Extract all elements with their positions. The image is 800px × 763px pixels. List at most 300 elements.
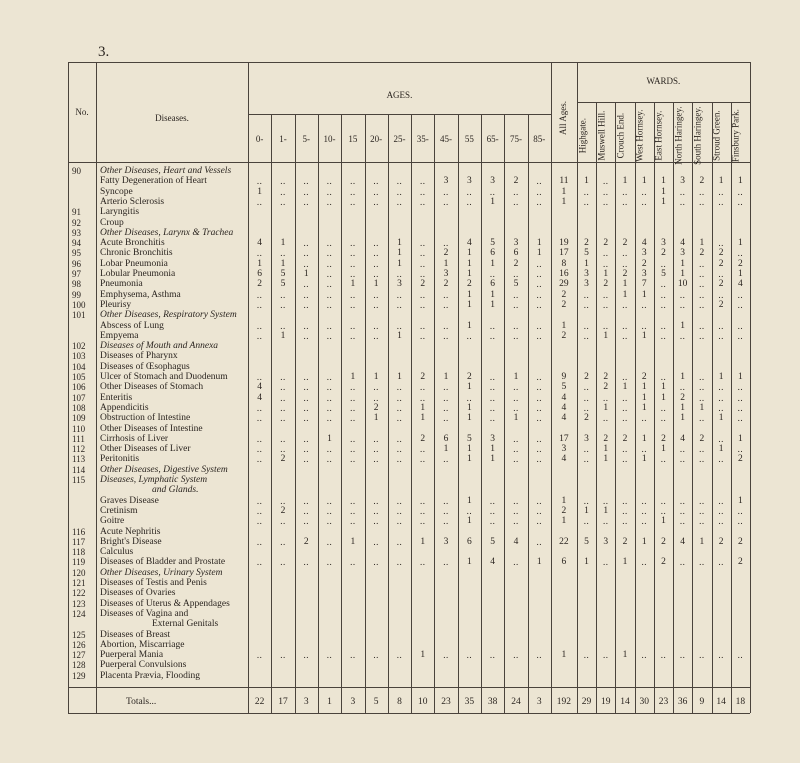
- table-cell: 1: [622, 650, 628, 661]
- row-number: 104: [72, 361, 86, 372]
- table-cell: ..: [679, 505, 686, 516]
- row-number: 113: [72, 454, 86, 465]
- totals-cell: 18: [735, 697, 746, 707]
- table-cell: ..: [536, 454, 542, 465]
- table-cell: ..: [373, 516, 379, 527]
- table-cell: 4: [680, 433, 686, 444]
- table-cell: ..: [513, 186, 519, 197]
- table-cell: ..: [373, 289, 379, 300]
- table-cell: 3: [661, 238, 666, 249]
- table-cell: ..: [718, 516, 724, 527]
- ward-column-header: Crouch End.: [615, 112, 626, 159]
- table-cell: ..: [280, 186, 286, 197]
- table-cell: 1: [641, 433, 647, 444]
- totals-cell: 17: [278, 697, 288, 707]
- table-cell: 1: [661, 444, 666, 455]
- table-cell: ..: [303, 238, 309, 249]
- table-cell: ..: [256, 176, 263, 187]
- table-cell: ..: [256, 320, 263, 331]
- ward-column-header: South Haringey.: [692, 106, 703, 165]
- table-cell: ..: [466, 650, 473, 661]
- table-cell: 2: [513, 176, 519, 187]
- table-cell: 3: [584, 279, 589, 290]
- table-cell: ..: [737, 196, 744, 207]
- table-cell: ..: [641, 196, 647, 207]
- table-cell: 1: [350, 372, 356, 382]
- table-cell: ..: [373, 433, 379, 444]
- table-cell: ..: [603, 557, 609, 568]
- table-cell: ..: [466, 196, 473, 207]
- row-number: 116: [72, 526, 86, 537]
- table-cell: ..: [373, 557, 379, 568]
- table-cell: 1: [680, 372, 686, 382]
- table-cell: ..: [326, 536, 333, 547]
- table-cell: ..: [513, 196, 519, 207]
- totals-cell: 35: [464, 697, 475, 707]
- no-column-header: No.: [75, 107, 89, 117]
- table-cell: ..: [256, 330, 263, 341]
- table-cell: 10: [677, 279, 688, 290]
- table-cell: ..: [489, 505, 496, 516]
- table-cell: ..: [256, 372, 263, 382]
- table-cell: ..: [737, 382, 744, 393]
- table-cell: ..: [280, 650, 286, 661]
- row-number: 108: [72, 402, 86, 413]
- table-cell: 3: [584, 269, 589, 279]
- table-cell: ..: [536, 372, 542, 382]
- table-cell: 3: [680, 176, 686, 187]
- table-cell: ..: [679, 186, 686, 197]
- table-cell: ..: [737, 505, 744, 516]
- table-cell: 4: [561, 392, 567, 403]
- table-cell: ..: [420, 454, 426, 465]
- table-cell: ..: [396, 505, 403, 516]
- table-cell: ..: [718, 433, 724, 444]
- table-cell: ..: [280, 536, 286, 547]
- table-cell: ..: [373, 186, 379, 197]
- table-cell: ..: [679, 495, 686, 506]
- table-cell: 2: [718, 258, 724, 269]
- table-cell: ..: [326, 402, 333, 413]
- age-column-header: 20-: [370, 134, 383, 144]
- age-column-header: 0-: [255, 134, 264, 144]
- disease-name: Diseases of Ovaries: [100, 588, 176, 599]
- table-cell: 1: [622, 289, 628, 300]
- table-cell: ..: [396, 289, 403, 300]
- table-cell: ..: [679, 289, 686, 300]
- table-cell: ..: [256, 248, 263, 259]
- disease-name: Diseases of Mouth and Annexa: [100, 341, 219, 352]
- table-cell: 5: [584, 536, 589, 547]
- table-cell: 1: [584, 557, 589, 568]
- table-cell: ..: [583, 320, 590, 331]
- table-cell: 1: [397, 330, 402, 341]
- table-cell: 6: [257, 269, 263, 279]
- table-cell: ..: [420, 557, 426, 568]
- table-cell: ..: [489, 650, 496, 661]
- table-cell: 1: [718, 413, 724, 424]
- disease-name: Diseases of Pharynx: [100, 351, 178, 362]
- table-cell: ..: [583, 402, 590, 413]
- table-cell: ..: [326, 279, 333, 290]
- table-cell: ..: [350, 176, 356, 187]
- row-number: 118: [72, 547, 86, 558]
- disease-name: Cretinism: [100, 505, 138, 516]
- table-cell: ..: [679, 454, 686, 465]
- table-cell: 3: [443, 269, 449, 279]
- table-cell: 1: [397, 238, 402, 249]
- table-cell: ..: [256, 557, 263, 568]
- table-cell: ..: [536, 176, 542, 187]
- table-cell: ..: [660, 258, 667, 269]
- totals-cell: 3: [350, 697, 356, 707]
- table-cell: ..: [303, 289, 309, 300]
- table-cell: 1: [350, 536, 356, 547]
- table-cell: 1: [280, 258, 286, 269]
- table-cell: ..: [280, 495, 286, 506]
- table-cell: 1: [661, 516, 666, 527]
- table-cell: ..: [256, 402, 263, 413]
- table-cell: ..: [326, 320, 333, 331]
- table-cell: ..: [373, 536, 379, 547]
- table-cell: ..: [679, 650, 686, 661]
- table-cell: 1: [584, 258, 589, 269]
- table-cell: 1: [718, 176, 724, 187]
- table-cell: 2: [466, 279, 472, 290]
- table-cell: ..: [420, 495, 426, 506]
- table-cell: ..: [420, 516, 426, 527]
- table-cell: 3: [584, 433, 589, 444]
- row-number: 103: [72, 351, 86, 362]
- table-cell: ..: [513, 299, 519, 310]
- row-number: 125: [72, 629, 86, 640]
- table-cell: 5: [561, 382, 567, 393]
- table-cell: ..: [622, 402, 628, 413]
- table-cell: 2: [373, 402, 379, 413]
- table-cell: ..: [396, 392, 403, 403]
- disease-name: Lobar Pneumonia: [100, 258, 168, 269]
- table-cell: ..: [373, 299, 379, 310]
- table-cell: 1: [603, 269, 609, 279]
- row-number: 115: [72, 475, 86, 485]
- table-cell: ..: [718, 454, 724, 465]
- row-number: 129: [72, 670, 86, 681]
- table-cell: ..: [420, 248, 426, 259]
- table-cell: ..: [350, 413, 356, 424]
- table-cell: ..: [718, 186, 724, 197]
- table-cell: 1: [466, 444, 472, 455]
- rule-line: [68, 62, 69, 713]
- table-cell: ..: [326, 382, 333, 393]
- table-cell: ..: [583, 392, 590, 403]
- table-cell: ..: [660, 495, 667, 506]
- table-cell: ..: [699, 279, 705, 290]
- table-cell: ..: [583, 186, 590, 197]
- table-cell: ..: [350, 299, 356, 310]
- table-cell: ..: [420, 505, 426, 516]
- table-cell: 3: [466, 176, 472, 187]
- table-cell: 1: [466, 402, 472, 413]
- rule-line: [248, 114, 551, 115]
- table-cell: ..: [699, 330, 705, 341]
- table-cell: ..: [326, 392, 333, 403]
- table-cell: ..: [443, 299, 449, 310]
- disease-name: Puerperal Mania: [100, 650, 164, 661]
- table-cell: 1: [513, 372, 519, 382]
- table-cell: ..: [603, 196, 609, 207]
- table-cell: ..: [396, 516, 403, 527]
- table-cell: ..: [583, 382, 590, 393]
- table-cell: 2: [661, 536, 666, 547]
- table-cell: ..: [679, 330, 686, 341]
- disease-name: Goitre: [100, 516, 125, 527]
- row-number: 91: [72, 207, 81, 218]
- table-cell: ..: [660, 320, 667, 331]
- table-cell: 1: [257, 186, 263, 197]
- table-cell: ..: [603, 258, 609, 269]
- table-cell: ..: [350, 433, 356, 444]
- disease-name: Placenta Prævia, Flooding: [100, 670, 201, 681]
- table-cell: ..: [396, 176, 403, 187]
- totals-cell: 9: [699, 697, 705, 707]
- table-cell: 6: [466, 536, 472, 547]
- table-cell: 2: [622, 433, 628, 444]
- table-cell: 2: [738, 557, 743, 568]
- table-cell: 3: [513, 238, 519, 249]
- table-cell: ..: [737, 248, 744, 259]
- row-number: 97: [72, 269, 81, 279]
- table-cell: 5: [466, 433, 472, 444]
- disease-name: Diseases, Lymphatic System: [100, 475, 208, 485]
- table-cell: ..: [373, 392, 379, 403]
- table-cell: 1: [466, 557, 472, 568]
- table-cell: 1: [641, 330, 647, 341]
- table-cell: ..: [443, 505, 449, 516]
- table-cell: ..: [718, 557, 724, 568]
- table-cell: 1: [561, 196, 567, 207]
- table-cell: 1: [641, 402, 647, 413]
- table-cell: ..: [603, 289, 609, 300]
- table-cell: ..: [737, 186, 744, 197]
- table-cell: ..: [603, 392, 609, 403]
- table-cell: 1: [397, 258, 402, 269]
- table-cell: ..: [641, 516, 647, 527]
- totals-cell: 10: [418, 697, 428, 707]
- table-cell: ..: [350, 382, 356, 393]
- table-cell: ..: [326, 289, 333, 300]
- disease-name: Diseases of Œsophagus: [100, 361, 190, 372]
- table-cell: 3: [443, 176, 449, 187]
- table-cell: ..: [420, 330, 426, 341]
- disease-name: Emphysema, Asthma: [100, 289, 181, 300]
- table-cell: 1: [420, 536, 426, 547]
- row-number: 121: [72, 578, 86, 588]
- table-cell: ..: [256, 516, 263, 527]
- table-cell: ..: [737, 413, 744, 424]
- table-cell: ..: [603, 186, 609, 197]
- totals-cell: 3: [303, 697, 309, 707]
- table-cell: 6: [513, 248, 519, 259]
- table-cell: 2: [257, 279, 263, 290]
- table-cell: 1: [622, 279, 628, 290]
- table-cell: ..: [536, 516, 542, 527]
- table-cell: 1: [490, 289, 496, 300]
- table-cell: ..: [603, 176, 609, 187]
- table-cell: ..: [396, 402, 403, 413]
- table-cell: ..: [280, 413, 286, 424]
- table-cell: ..: [699, 258, 705, 269]
- table-cell: 1: [561, 186, 567, 197]
- table-cell: ..: [326, 650, 333, 661]
- totals-cell: 8: [397, 697, 402, 707]
- disease-name: Laryngitis: [100, 207, 140, 218]
- table-cell: ..: [679, 444, 686, 455]
- table-cell: ..: [256, 299, 263, 310]
- row-number: 107: [72, 392, 86, 403]
- table-cell: ..: [303, 516, 309, 527]
- table-cell: 1: [641, 289, 647, 300]
- table-cell: ..: [373, 320, 379, 331]
- ages-header: AGES.: [386, 90, 413, 100]
- table-cell: ..: [443, 650, 449, 661]
- table-cell: 2: [699, 248, 705, 259]
- table-cell: ..: [622, 330, 628, 341]
- table-cell: 19: [559, 238, 569, 249]
- table-cell: ..: [396, 382, 403, 393]
- table-cell: 1: [536, 238, 542, 249]
- table-cell: ..: [326, 516, 333, 527]
- disease-name: Diseases of Bladder and Prostate: [100, 557, 226, 568]
- table-cell: 3: [490, 433, 496, 444]
- table-cell: 2: [603, 279, 609, 290]
- table-cell: 1: [680, 413, 686, 424]
- table-cell: ..: [536, 505, 542, 516]
- table-cell: ..: [622, 299, 628, 310]
- disease-name: Cirrhosis of Liver: [100, 433, 169, 444]
- table-cell: 4: [680, 238, 686, 249]
- table-cell: 7: [641, 279, 647, 290]
- table-cell: 6: [443, 433, 449, 444]
- table-cell: ..: [443, 330, 449, 341]
- table-cell: ..: [622, 372, 628, 382]
- disease-name: Other Diseases, Urinary System: [100, 567, 223, 578]
- table-cell: 3: [397, 279, 402, 290]
- table-cell: ..: [396, 433, 403, 444]
- disease-name: Diseases of Vagina and: [100, 608, 189, 619]
- table-cell: ..: [326, 454, 333, 465]
- rule-line: [551, 62, 552, 713]
- age-column-header: 65-: [486, 134, 499, 144]
- row-number: 95: [72, 248, 81, 259]
- table-cell: ..: [326, 176, 333, 187]
- table-cell: ..: [641, 444, 647, 455]
- disease-name: Arterio Sclerosis: [100, 196, 165, 207]
- table-cell: ..: [443, 320, 449, 331]
- ward-column-header: North Haringey.: [673, 106, 684, 165]
- table-cell: ..: [280, 248, 286, 259]
- table-cell: ..: [489, 269, 496, 279]
- table-cell: ..: [373, 258, 379, 269]
- table-cell: ..: [513, 557, 519, 568]
- wards-header: WARDS.: [646, 76, 681, 86]
- table-cell: 2: [622, 269, 628, 279]
- table-cell: ..: [622, 392, 628, 403]
- table-cell: 2: [738, 454, 743, 465]
- table-cell: ..: [350, 516, 356, 527]
- table-cell: 1: [443, 258, 449, 269]
- table-cell: 4: [561, 413, 567, 424]
- table-cell: ..: [737, 402, 744, 413]
- table-cell: ..: [660, 454, 667, 465]
- ward-column-header: Muswell Hill.: [596, 110, 607, 161]
- table-cell: ..: [396, 299, 403, 310]
- table-cell: ..: [699, 392, 705, 403]
- table-cell: ..: [641, 557, 647, 568]
- table-cell: 1: [738, 269, 743, 279]
- table-cell: ..: [373, 495, 379, 506]
- table-cell: ..: [622, 516, 628, 527]
- totals-cell: 14: [620, 697, 630, 707]
- table-cell: ..: [536, 413, 542, 424]
- table-cell: 1: [466, 413, 472, 424]
- row-number: 127: [72, 650, 86, 661]
- row-number: 126: [72, 639, 86, 650]
- table-cell: ..: [583, 444, 590, 455]
- table-cell: ..: [350, 505, 356, 516]
- table-cell: 5: [280, 279, 286, 290]
- age-column-header: 25-: [393, 134, 406, 144]
- table-cell: 1: [641, 176, 647, 187]
- table-cell: ..: [466, 392, 473, 403]
- disease-name: Other Diseases of Intestine: [100, 423, 203, 434]
- table-cell: ..: [583, 454, 590, 465]
- table-cell: 5: [490, 536, 496, 547]
- table-cell: 2: [661, 433, 666, 444]
- table-cell: ..: [622, 454, 628, 465]
- table-cell: ..: [256, 650, 263, 661]
- table-cell: 2: [699, 433, 705, 444]
- table-cell: ..: [513, 495, 519, 506]
- table-cell: ..: [256, 433, 263, 444]
- rule-line: [68, 713, 750, 714]
- disease-name: Peritonitis: [100, 454, 140, 465]
- table-cell: 4: [561, 454, 567, 465]
- row-number: 117: [72, 536, 86, 547]
- age-column-header: 45-: [440, 134, 453, 144]
- totals-cell: 19: [601, 697, 611, 707]
- totals-cell: 192: [556, 697, 572, 707]
- table-cell: ..: [443, 516, 449, 527]
- table-cell: ..: [513, 382, 519, 393]
- table-cell: 2: [280, 454, 286, 465]
- table-cell: ..: [489, 402, 496, 413]
- table-cell: ..: [536, 330, 542, 341]
- table-cell: ..: [350, 238, 356, 249]
- table-cell: 1: [738, 176, 743, 187]
- table-cell: ..: [513, 402, 519, 413]
- table-cell: 2: [420, 279, 426, 290]
- table-cell: ..: [699, 320, 705, 331]
- table-cell: ..: [489, 372, 496, 382]
- age-column-header: 1-: [279, 134, 287, 144]
- table-cell: ..: [699, 650, 705, 661]
- table-cell: ..: [737, 289, 744, 300]
- table-cell: 16: [559, 269, 569, 279]
- table-cell: ..: [718, 382, 724, 393]
- row-number: 99: [72, 289, 81, 300]
- table-cell: ..: [280, 557, 286, 568]
- table-cell: 17: [559, 433, 569, 444]
